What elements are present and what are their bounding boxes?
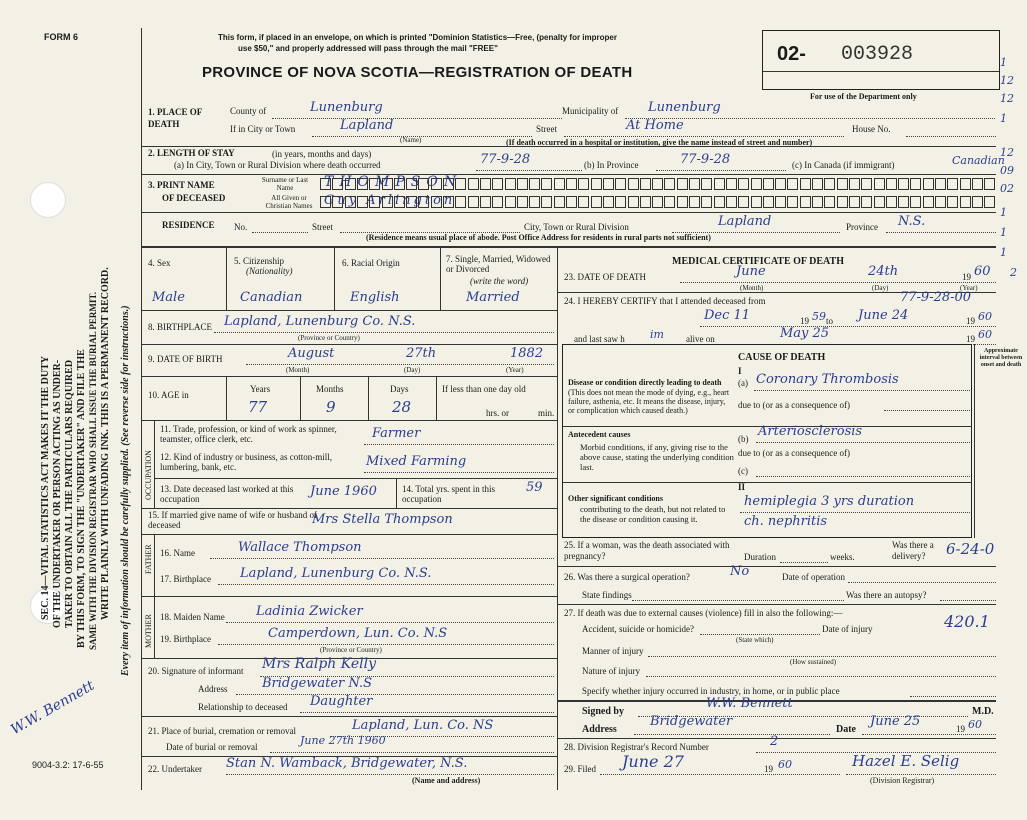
cause-title: CAUSE OF DEATH	[738, 352, 826, 363]
relationship-value: Daughter	[310, 694, 373, 709]
name-char-cell	[738, 178, 749, 190]
res-prov-label: Province	[846, 222, 878, 232]
name-char-cell	[492, 178, 503, 190]
surname-value: THOMPSON	[324, 174, 463, 190]
dob-label: 9. DATE OF BIRTH	[148, 354, 223, 364]
name-char-cell	[960, 178, 971, 190]
name-char-cell	[615, 196, 626, 208]
name-char-cell	[357, 178, 368, 190]
dob-day-sublabel: (Day)	[404, 366, 421, 374]
dept-use: For use of the Department only	[810, 92, 917, 101]
other-conditions-label: Other significant conditions	[568, 494, 663, 503]
name-char-cell	[566, 196, 577, 208]
disease-label: Disease or condition directly leading to death	[568, 378, 722, 387]
name-char-cell	[738, 196, 749, 208]
undertaker-value: Stan N. Wamback, Bridgewater, N.S.	[226, 756, 468, 771]
age-months: 9	[326, 398, 336, 416]
name-char-cell	[369, 196, 380, 208]
res-city-label: City, Town or Rural Division	[524, 222, 629, 232]
sex-value: Male	[152, 290, 185, 305]
res-no-label: No.	[234, 222, 248, 232]
name-char-cell	[394, 196, 405, 208]
mother-birthplace-sublabel: (Province or Country)	[320, 646, 382, 654]
total-years-label: 14. Total yrs. spent in this occupation	[402, 484, 495, 504]
cause-b-marker: (b)	[738, 434, 749, 444]
disease-note: (This does not mean the mode of dying, e.g., heart failure, asthenia, etc. It means the disease, injury, or complication which caused death.)	[568, 388, 730, 415]
name-char-cell	[468, 196, 479, 208]
signed-by-value: W.W. Bennett	[706, 696, 793, 711]
given-label: All Given or Christian Names	[265, 194, 313, 210]
name-char-cell	[960, 196, 971, 208]
name-char-cell	[701, 178, 712, 190]
father-name-value: Wallace Thompson	[238, 540, 362, 555]
occupation-label: OCCUPATION	[144, 450, 153, 500]
residence-label: RESIDENCE	[162, 220, 215, 230]
racial-value: English	[350, 290, 400, 305]
age-years: 77	[248, 398, 268, 416]
name-char-cell	[800, 196, 811, 208]
burial-label: 21. Place of burial, cremation or removal	[148, 726, 296, 736]
name-char-cell	[418, 178, 429, 190]
name-char-cell	[554, 196, 565, 208]
alive-on-label: alive on	[686, 334, 715, 344]
name-char-cell	[369, 178, 380, 190]
antecedent-label: Antecedent causes	[568, 430, 631, 439]
name-char-cell	[652, 178, 663, 190]
undertaker-label: 22. Undertaker	[148, 764, 202, 774]
age-days: 28	[392, 398, 412, 416]
physician-date-label: Date	[836, 724, 856, 735]
filed-year: 60	[778, 758, 792, 771]
last-worked-value: June 1960	[310, 484, 377, 499]
racial-label: 6. Racial Origin	[342, 258, 400, 268]
name-char-cell	[529, 196, 540, 208]
dob-year: 1882	[510, 346, 544, 361]
name-char-cell	[898, 196, 909, 208]
name-char-cell	[332, 196, 343, 208]
due-to-a-label: due to (or as a consequence of)	[738, 400, 850, 410]
name-char-cell	[480, 196, 491, 208]
res-city-value: Lapland	[718, 214, 772, 229]
age-label: 10. AGE in	[148, 390, 189, 400]
name-char-cell	[554, 178, 565, 190]
name-char-cell	[332, 178, 343, 190]
name-char-cell	[664, 196, 675, 208]
surgical-value: No	[730, 564, 750, 579]
column-divider	[557, 248, 558, 790]
part-ii-label: II	[738, 482, 746, 492]
industry-label: 12. Kind of industry or business, as cotton-mill, lumbering, bank, etc.	[160, 452, 332, 472]
less-day-label: If less than one day old	[442, 384, 526, 394]
given-value: Guy Arlington	[324, 193, 456, 208]
state-findings-label: State findings	[582, 590, 632, 600]
registration-number-box: 02- 003928	[762, 30, 1000, 90]
name-char-cell	[578, 196, 589, 208]
father-label: FATHER	[144, 544, 153, 574]
name-char-cell	[615, 178, 626, 190]
name-char-cell	[775, 196, 786, 208]
duration-label: Duration	[744, 552, 776, 562]
cause-a-value: Coronary Thrombosis	[756, 372, 899, 387]
trade-value: Farmer	[372, 426, 421, 441]
marital-value: Married	[466, 290, 520, 305]
name-char-cell	[394, 178, 405, 190]
name-char-cell	[861, 178, 872, 190]
birthplace-value: Lapland, Lunenburg Co. N.S.	[224, 314, 416, 329]
how-sustained-label: (How sustained)	[790, 658, 837, 666]
spouse-value: Mrs Stella Thompson	[312, 512, 453, 527]
dob-month-sublabel: (Month)	[286, 366, 310, 374]
name-char-cell	[431, 178, 442, 190]
name-char-cell	[640, 178, 651, 190]
dod-day: 24th	[868, 264, 899, 279]
pregnancy-label: 25. If a woman, was the death associated with pregnancy?	[564, 540, 730, 561]
certify-from-year: 59	[812, 310, 826, 323]
county-value: Lunenburg	[310, 100, 383, 115]
dod-year-sublabel: (Year)	[960, 284, 978, 292]
surgical-label: 26. Was there a surgical operation?	[564, 572, 690, 582]
undertaker-sublabel: (Name and address)	[412, 776, 481, 785]
res-prov-value: N.S.	[898, 214, 926, 229]
name-char-cell	[935, 196, 946, 208]
autopsy-label: Was there an autopsy?	[846, 590, 927, 600]
name-char-cell	[837, 196, 848, 208]
name-char-cell	[714, 178, 725, 190]
name-char-cell	[591, 196, 602, 208]
name-char-cell	[751, 196, 762, 208]
name-char-cell	[726, 196, 737, 208]
name-char-cell	[431, 196, 442, 208]
name-char-cell	[345, 178, 356, 190]
name-char-cell	[517, 178, 528, 190]
name-char-cell	[886, 178, 897, 190]
name-char-cell	[505, 196, 516, 208]
name-char-cell	[763, 196, 774, 208]
name-char-cell	[874, 178, 885, 190]
manner-label: Manner of injury	[582, 646, 644, 656]
name-char-cell	[505, 178, 516, 190]
name-char-cell	[714, 196, 725, 208]
physician-date-year: 60	[968, 718, 982, 731]
main-left-border	[141, 28, 142, 790]
punch-hole-top	[30, 182, 66, 218]
name-char-cell	[541, 196, 552, 208]
house-label: House No.	[852, 124, 891, 134]
sex-label: 4. Sex	[148, 258, 171, 268]
name-char-cell	[652, 196, 663, 208]
delivery-code: 6-24-0	[946, 540, 995, 558]
side-signature: W.W. Bennett	[8, 677, 98, 739]
age-days-label: Days	[390, 384, 409, 394]
name-char-cell	[529, 178, 540, 190]
stay-b-value: 77-9-28	[680, 152, 731, 167]
name-char-cell	[664, 178, 675, 190]
antecedent-note: Morbid conditions, if any, giving rise to the above cause, stating the underlying condition last.	[580, 442, 734, 472]
due-to-b-label: due to (or as a consequence of)	[738, 448, 850, 458]
name-char-cell	[947, 196, 958, 208]
name-char-cell	[628, 196, 639, 208]
date-injury-label: Date of injury	[822, 624, 873, 634]
external-causes-label: 27. If death was due to external causes (violence) fill in also the following:—	[564, 608, 843, 618]
nationality-label: (Nationality)	[246, 266, 293, 276]
name-char-cell	[923, 178, 934, 190]
name-char-cell	[603, 178, 614, 190]
marital-label: 7. Single, Married, Widowed or Divorced	[446, 254, 551, 274]
place-of-death-label: 1. PLACE OF DEATH	[148, 107, 202, 129]
dob-day: 27th	[406, 346, 437, 361]
date-op-label: Date of operation	[782, 572, 845, 582]
certify-to-century: 19	[966, 316, 975, 326]
alive-on-value: May 25	[780, 326, 830, 341]
residence-note: (Residence means usual place of abode. Post Office Address for residents in rural parts not sufficient)	[366, 233, 711, 242]
form-number: FORM 6	[44, 32, 79, 42]
age-months-label: Months	[316, 384, 344, 394]
mail-notice: This form, if placed in an envelope, on which is printed "Dominion Statistics—Free, (penalty for improper use $50," and properly addressed will pass through the mail "FREE"	[218, 33, 617, 53]
dod-year: 60	[974, 264, 991, 279]
name-char-cell	[910, 178, 921, 190]
physician-address-value: Bridgewater	[650, 714, 733, 729]
last-saw-label: and last saw h	[574, 334, 625, 344]
md-label: M.D.	[972, 706, 994, 717]
age-years-label: Years	[250, 384, 271, 394]
relationship-label: Relationship to deceased	[198, 702, 288, 712]
name-char-cell	[726, 178, 737, 190]
dod-label: 23. DATE OF DEATH	[564, 272, 646, 282]
physician-date-century: 19	[956, 724, 965, 734]
weeks-label: weeks.	[830, 552, 855, 562]
filed-century: 19	[764, 764, 773, 774]
specify-label: Specify whether injury occurred in industry, in home, or in public place	[582, 686, 840, 696]
filed-value: June 27	[622, 752, 684, 771]
name-char-cell	[837, 178, 848, 190]
name-char-cell	[812, 196, 823, 208]
name-char-cell	[357, 196, 368, 208]
name-char-cell	[849, 196, 860, 208]
surname-label: Surname or Last Name	[261, 176, 309, 192]
physician-address-label: Address	[582, 724, 617, 735]
other-condition-1: hemiplegia 3 yrs duration	[744, 494, 915, 509]
name-char-cell	[578, 178, 589, 190]
dod-month: June	[736, 264, 766, 279]
stay-c-label: (c) In Canada (if immigrant)	[792, 160, 895, 170]
name-char-cell	[984, 196, 995, 208]
municipality-value: Lunenburg	[648, 100, 721, 115]
cause-c-marker: (c)	[738, 466, 748, 476]
cause-a-marker: (a)	[738, 378, 748, 388]
hospital-note: (If death occurred in a hospital or institution, give the name instead of street and number)	[506, 138, 813, 147]
alive-year: 60	[978, 328, 992, 341]
birthplace-sublabel: (Province or Country)	[298, 334, 360, 342]
name-char-cell	[320, 178, 331, 190]
medical-certificate-title: MEDICAL CERTIFICATE OF DEATH	[672, 256, 844, 267]
name-char-cell	[418, 196, 429, 208]
nature-label: Nature of injury	[582, 666, 640, 676]
informant-address-label: Address	[198, 684, 228, 694]
signed-by-label: Signed by	[582, 706, 624, 717]
name-char-cell	[775, 178, 786, 190]
name-char-cell	[824, 178, 835, 190]
name-char-cell	[480, 178, 491, 190]
form-code: 9004-3.2: 17-6-55	[32, 760, 104, 770]
name-char-cell	[812, 178, 823, 190]
father-birthplace-value: Lapland, Lunenburg Co. N.S.	[240, 566, 432, 581]
name-char-cell	[861, 196, 872, 208]
filed-label: 29. Filed	[564, 764, 597, 774]
dod-month-sublabel: (Month)	[740, 284, 764, 292]
name-char-cell	[898, 178, 909, 190]
burial-value: Lapland, Lun. Co. NS	[352, 718, 494, 733]
name-char-cell	[923, 196, 934, 208]
min-label: min.	[538, 408, 555, 418]
name-char-cell	[972, 196, 983, 208]
length-of-stay-label: 2. LENGTH OF STAY	[148, 148, 235, 158]
alive-century: 19	[966, 334, 975, 344]
informant-label: 20. Signature of informant	[148, 666, 244, 676]
citizenship-label: 5. Citizenship	[234, 256, 284, 266]
name-char-cell	[689, 196, 700, 208]
last-saw-value: im	[650, 328, 664, 341]
street-label: Street	[536, 124, 557, 134]
stay-sublabel: (in years, months and days)	[272, 149, 372, 159]
res-street-label: Street	[312, 222, 333, 232]
name-char-cell	[689, 178, 700, 190]
birthplace-label: 8. BIRTHPLACE	[148, 322, 212, 332]
father-birthplace-label: 17. Birthplace	[160, 574, 211, 584]
certify-from: Dec 11	[704, 308, 751, 323]
name-char-cell	[455, 178, 466, 190]
certify-label: 24. I HEREBY CERTIFY that I attended deceased from	[564, 296, 766, 306]
division-registrar-label: (Division Registrar)	[870, 776, 935, 785]
name-char-cell	[406, 196, 417, 208]
name-char-cell	[824, 196, 835, 208]
informant-value: Mrs Ralph Kelly	[262, 656, 377, 672]
name-char-cell	[382, 196, 393, 208]
trade-label: 11. Trade, profession, or kind of work as spinner, teamster, office clerk, etc.	[160, 424, 337, 444]
cause-b-value: Arteriosclerosis	[758, 424, 863, 439]
name-char-cell	[677, 178, 688, 190]
name-char-cell	[886, 196, 897, 208]
city-value: Lapland	[340, 118, 394, 133]
name-char-cell	[910, 196, 921, 208]
name-char-cell	[628, 178, 639, 190]
name-char-cell	[874, 196, 885, 208]
name-char-cell	[640, 196, 651, 208]
last-worked-label: 13. Date deceased last worked at this occupation	[160, 484, 294, 504]
municipality-label: Municipality of	[562, 106, 619, 116]
name-char-cell	[701, 196, 712, 208]
certify-to-year: 60	[978, 310, 992, 323]
certify-code: 77-9-28-00	[900, 290, 972, 305]
maiden-name-label: 18. Maiden Name	[160, 612, 225, 622]
delivery-label: Was there a delivery?	[892, 540, 934, 561]
father-name-label: 16. Name	[160, 548, 195, 558]
stay-a-label: (a) In City, Town or Rural Division where death occurred	[174, 160, 381, 170]
injury-code: 420.1	[944, 612, 990, 631]
name-char-cell	[591, 178, 602, 190]
citizenship-value: Canadian	[240, 290, 303, 305]
name-char-cell	[345, 196, 356, 208]
dod-century: 19	[962, 272, 971, 282]
print-name-label: 3. PRINT NAME	[148, 180, 215, 190]
maiden-name-value: Ladinia Zwicker	[256, 604, 363, 619]
stay-c-value: Canadian	[952, 154, 1005, 167]
spouse-label: 15. If married give name of wife or husband of deceased	[148, 510, 317, 530]
certify-to: June 24	[858, 308, 909, 323]
dod-day-sublabel: (Day)	[872, 284, 889, 292]
hrs-label: hrs. or	[486, 408, 509, 418]
name-char-cell	[800, 178, 811, 190]
registrar-signature: Hazel E. Selig	[852, 752, 960, 770]
name-char-cell	[382, 178, 393, 190]
other-condition-2: ch. nephritis	[744, 514, 828, 529]
dob-month: August	[288, 346, 335, 361]
burial-date-value: June 27th 1960	[300, 734, 386, 747]
physician-date-value: June 25	[870, 714, 921, 729]
interval-label: Approximate interval between onset and death	[979, 348, 1023, 368]
name-char-cell	[443, 196, 454, 208]
record-number-value: 2	[770, 734, 779, 749]
industry-value: Mixed Farming	[366, 454, 467, 469]
name-char-cell	[677, 196, 688, 208]
name-char-cell	[455, 196, 466, 208]
name-char-cell	[763, 178, 774, 190]
record-number-label: 28. Division Registrar's Record Number	[564, 742, 709, 752]
name-char-cell	[406, 178, 417, 190]
mother-birthplace-label: 19. Birthplace	[160, 634, 211, 644]
marital-sublabel: (write the word)	[470, 276, 529, 286]
burial-date-label: Date of burial or removal	[166, 742, 258, 752]
name-char-cell	[751, 178, 762, 190]
name-char-cell	[972, 178, 983, 190]
name-char-cell	[984, 178, 995, 190]
total-years-value: 59	[526, 480, 543, 495]
certify-to-label: to	[826, 316, 834, 326]
page-title: PROVINCE OF NOVA SCOTIA—REGISTRATION OF DEATH	[202, 64, 633, 81]
state-which-label: (State which)	[736, 636, 774, 644]
dob-year-sublabel: (Year)	[506, 366, 524, 374]
of-deceased-label: OF DECEASED	[162, 193, 226, 203]
city-town-label: If in City or Town	[230, 124, 296, 134]
name-sublabel: (Name)	[400, 136, 422, 144]
mother-birthplace-value: Camperdown, Lun. Co. N.S	[268, 626, 448, 641]
name-char-cell	[566, 178, 577, 190]
part-i-label: I	[738, 366, 742, 376]
name-char-cell	[935, 178, 946, 190]
mother-label: MOTHER	[144, 614, 153, 648]
name-char-cell	[849, 178, 860, 190]
name-char-cell	[787, 178, 798, 190]
name-char-cell	[947, 178, 958, 190]
name-char-cell	[468, 178, 479, 190]
name-char-cell	[541, 178, 552, 190]
informant-address-value: Bridgewater N.S	[262, 676, 372, 691]
accident-label: Accident, suicide or homicide?	[582, 624, 694, 634]
name-char-cell	[492, 196, 503, 208]
name-char-cell	[443, 178, 454, 190]
name-char-cell	[603, 196, 614, 208]
other-conditions-note: contributing to the death, but not related to the disease or condition causing it.	[580, 504, 726, 524]
stay-a-value: 77-9-28	[480, 152, 531, 167]
county-label: County of	[230, 106, 267, 116]
stay-b-label: (b) In Province	[584, 160, 639, 170]
name-char-cell	[517, 196, 528, 208]
name-char-cell	[320, 196, 331, 208]
certify-from-century: 19	[800, 316, 809, 326]
street-value: At Home	[626, 118, 684, 133]
name-char-cell	[787, 196, 798, 208]
